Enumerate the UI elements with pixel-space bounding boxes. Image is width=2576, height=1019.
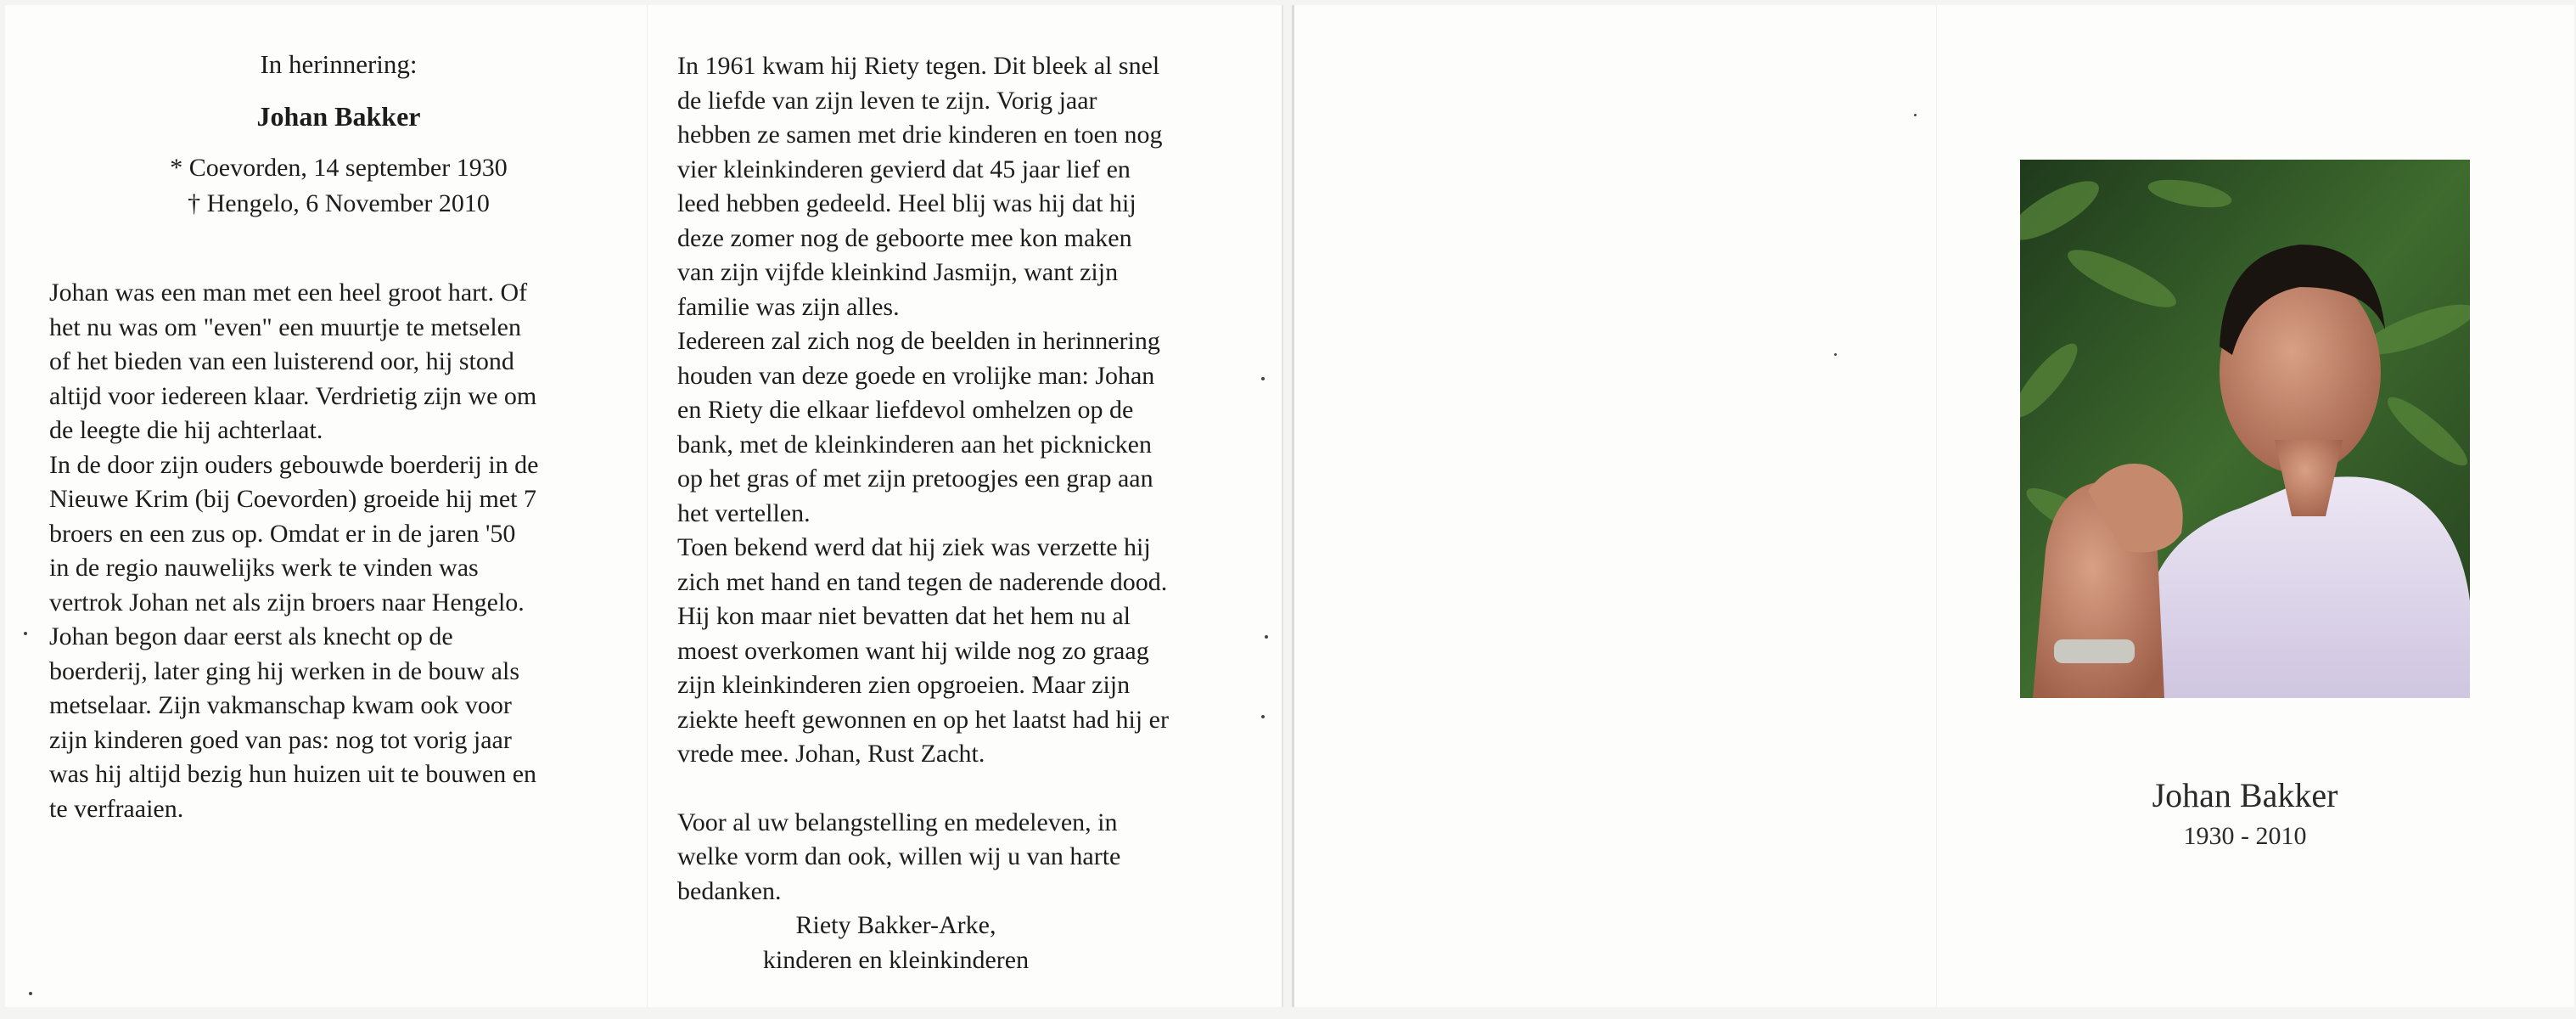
cover-name: Johan Bakker	[2152, 776, 2338, 814]
scan-speck	[24, 632, 27, 635]
birth-line: * Coevorden, 14 september 1930	[170, 154, 508, 182]
fold-line	[1936, 5, 1937, 1007]
portrait-photo	[2020, 160, 2470, 698]
scan-speck	[1265, 635, 1268, 639]
left-column	[49, 48, 628, 826]
scan-speck	[1261, 377, 1265, 380]
scan-speck	[1834, 353, 1837, 356]
death-line: † Hengelo, 6 November 2010	[188, 189, 490, 217]
signature-line-1: Riety Bakker-Arke,	[795, 911, 996, 939]
thanks-paragraph: Voor al uw belangstelling en medeleven, in welke vorm dan ook, willen wij u van harte bedanken.	[677, 808, 1121, 905]
life-story-continued: In 1961 kwam hij Riety tegen. Dit bleek al snel de liefde van zijn leven te zijn. Vorig jaar hebben ze samen met drie kinderen en toen nog vier kleinkinderen gevierd dat 45 jaar lief en leed hebben gedeeld. Heel blij was hij dat hij deze zomer nog de geboorte mee kon maken van zijn vijfde kleinkind Jasmijn, want zijn familie was zijn alles. Iedereen zal zich nog de beelden in herinnering houden van deze goede en vrolijke man: Johan en Riety die elkaar liefdevol omhelzen op de bank, met de kleinkinderen aan het picknicken op het gras of met zijn pretoogjes een grap aan het vertellen. Toen bekend werd dat hij ziek was verzette hij zich met hand en tand tegen de naderende dood. Hij kon maar niet bevatten dat het hem nu al moest overkomen want hij wilde nog zo graag zijn kleinkinderen zien opgroeien. Maar zijn ziekte heeft gewonnen en op het laatst had hij er vrede mee. Johan, Rust Zacht.	[677, 52, 1169, 768]
scan-speck	[1261, 715, 1265, 718]
scan-speck	[29, 992, 32, 995]
cover-years: 1930 - 2010	[2183, 822, 2307, 850]
deceased-name: Johan Bakker	[256, 100, 421, 132]
signature-line-2: kinderen en kleinkinderen	[762, 945, 1030, 974]
memorial-heading: In herinnering:	[260, 49, 418, 79]
middle-column	[677, 49, 1271, 977]
fold-line	[647, 5, 648, 1007]
inner-spread	[5, 5, 1283, 1007]
portrait-photo-icon	[2020, 160, 2470, 698]
scan-speck	[1914, 114, 1917, 116]
life-story-paragraph: Johan was een man met een heel groot hart. Of het nu was om "even" een muurtje te metselen of het bieden van een luisterend oor, hij stond altijd voor iedereen klaar. Verdrietig zijn we om de leegte die hij achterlaat. In de door zijn ouders gebouwde boerderij in de Nieuwe Krim (bij Coevorden) groeide hij met 7 broers en een zus op. Omdat er in de jaren '50 in de regio nauwelijks werk te vinden was vertrok Johan net als zijn broers naar Hengelo. Johan begon daar eerst als knecht op de boerderij, later ging hij werken in de bouw als metselaar. Zijn vakmanschap kwam ook voor zijn kinderen goed van pas: nog tot vorig jaar was hij altijd bezig hun huizen uit te bouwen en te verfraaien.	[49, 279, 539, 823]
